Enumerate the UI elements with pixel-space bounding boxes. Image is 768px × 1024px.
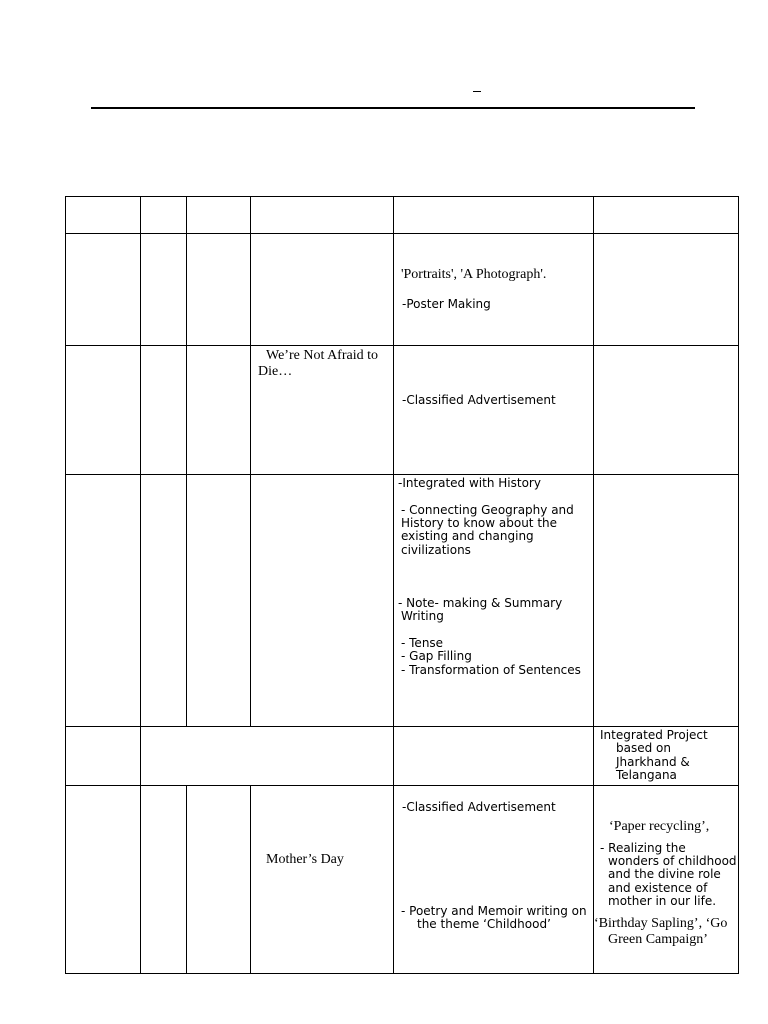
activity-text: History to know about the bbox=[401, 516, 558, 530]
table-border-bottom bbox=[65, 973, 739, 974]
column-divider bbox=[250, 196, 251, 727]
activity-text: - Poetry and Memoir writing on bbox=[401, 904, 587, 918]
column-divider bbox=[393, 196, 394, 974]
chapter-title: Mother’s Day bbox=[266, 852, 344, 867]
activity-text: -Classified Advertisement bbox=[402, 393, 556, 407]
chapter-title: We’re Not Afraid to bbox=[266, 348, 378, 363]
activity-text: - Gap Filling bbox=[401, 649, 472, 663]
row-divider bbox=[65, 726, 739, 727]
column-divider bbox=[186, 196, 187, 727]
title-underline bbox=[91, 107, 695, 109]
activity-text: the theme ‘Childhood’ bbox=[417, 917, 551, 931]
activity-text: - Transformation of Sentences bbox=[401, 663, 581, 677]
project-text: ‘Birthday Sapling’, ‘Go bbox=[594, 916, 728, 931]
project-text: wonders of childhood bbox=[608, 854, 737, 868]
activity-text: - Note- making & Summary bbox=[398, 596, 563, 610]
activity-text: 'Portraits', 'A Photograph'. bbox=[401, 267, 547, 282]
row-divider bbox=[65, 233, 739, 234]
activity-text: -Poster Making bbox=[402, 297, 491, 311]
activity-text: civilizations bbox=[401, 543, 471, 557]
column-divider bbox=[186, 785, 187, 974]
chapter-title: Die… bbox=[258, 364, 293, 379]
row-divider bbox=[65, 474, 739, 475]
column-divider bbox=[593, 196, 594, 974]
project-text: and existence of bbox=[608, 881, 708, 895]
project-text: and the divine role bbox=[608, 867, 721, 881]
project-text: Green Campaign’ bbox=[608, 932, 708, 947]
column-divider bbox=[140, 196, 141, 974]
project-text: - Realizing the bbox=[600, 841, 686, 855]
activity-text: - Tense bbox=[401, 636, 444, 650]
project-text: Integrated Project bbox=[600, 728, 708, 742]
title-mark bbox=[473, 91, 481, 92]
activity-text: existing and changing bbox=[401, 529, 534, 543]
activity-text: - Connecting Geography and bbox=[401, 503, 574, 517]
lesson-plan-table bbox=[65, 196, 739, 974]
column-divider bbox=[250, 785, 251, 974]
table-border-right bbox=[738, 196, 739, 974]
activity-text: -Classified Advertisement bbox=[402, 800, 556, 814]
table-border-left bbox=[65, 196, 66, 974]
row-divider bbox=[65, 785, 739, 786]
project-text: ‘Paper recycling’, bbox=[609, 819, 710, 834]
activity-text: Writing bbox=[401, 609, 444, 623]
project-text: mother in our life. bbox=[608, 894, 717, 908]
table-border-top bbox=[65, 196, 739, 197]
project-text: based on bbox=[616, 741, 671, 755]
row-divider bbox=[65, 345, 739, 346]
project-text: Jharkhand & bbox=[616, 755, 690, 769]
activity-text: -Integrated with History bbox=[398, 476, 541, 490]
project-text: Telangana bbox=[616, 768, 677, 782]
